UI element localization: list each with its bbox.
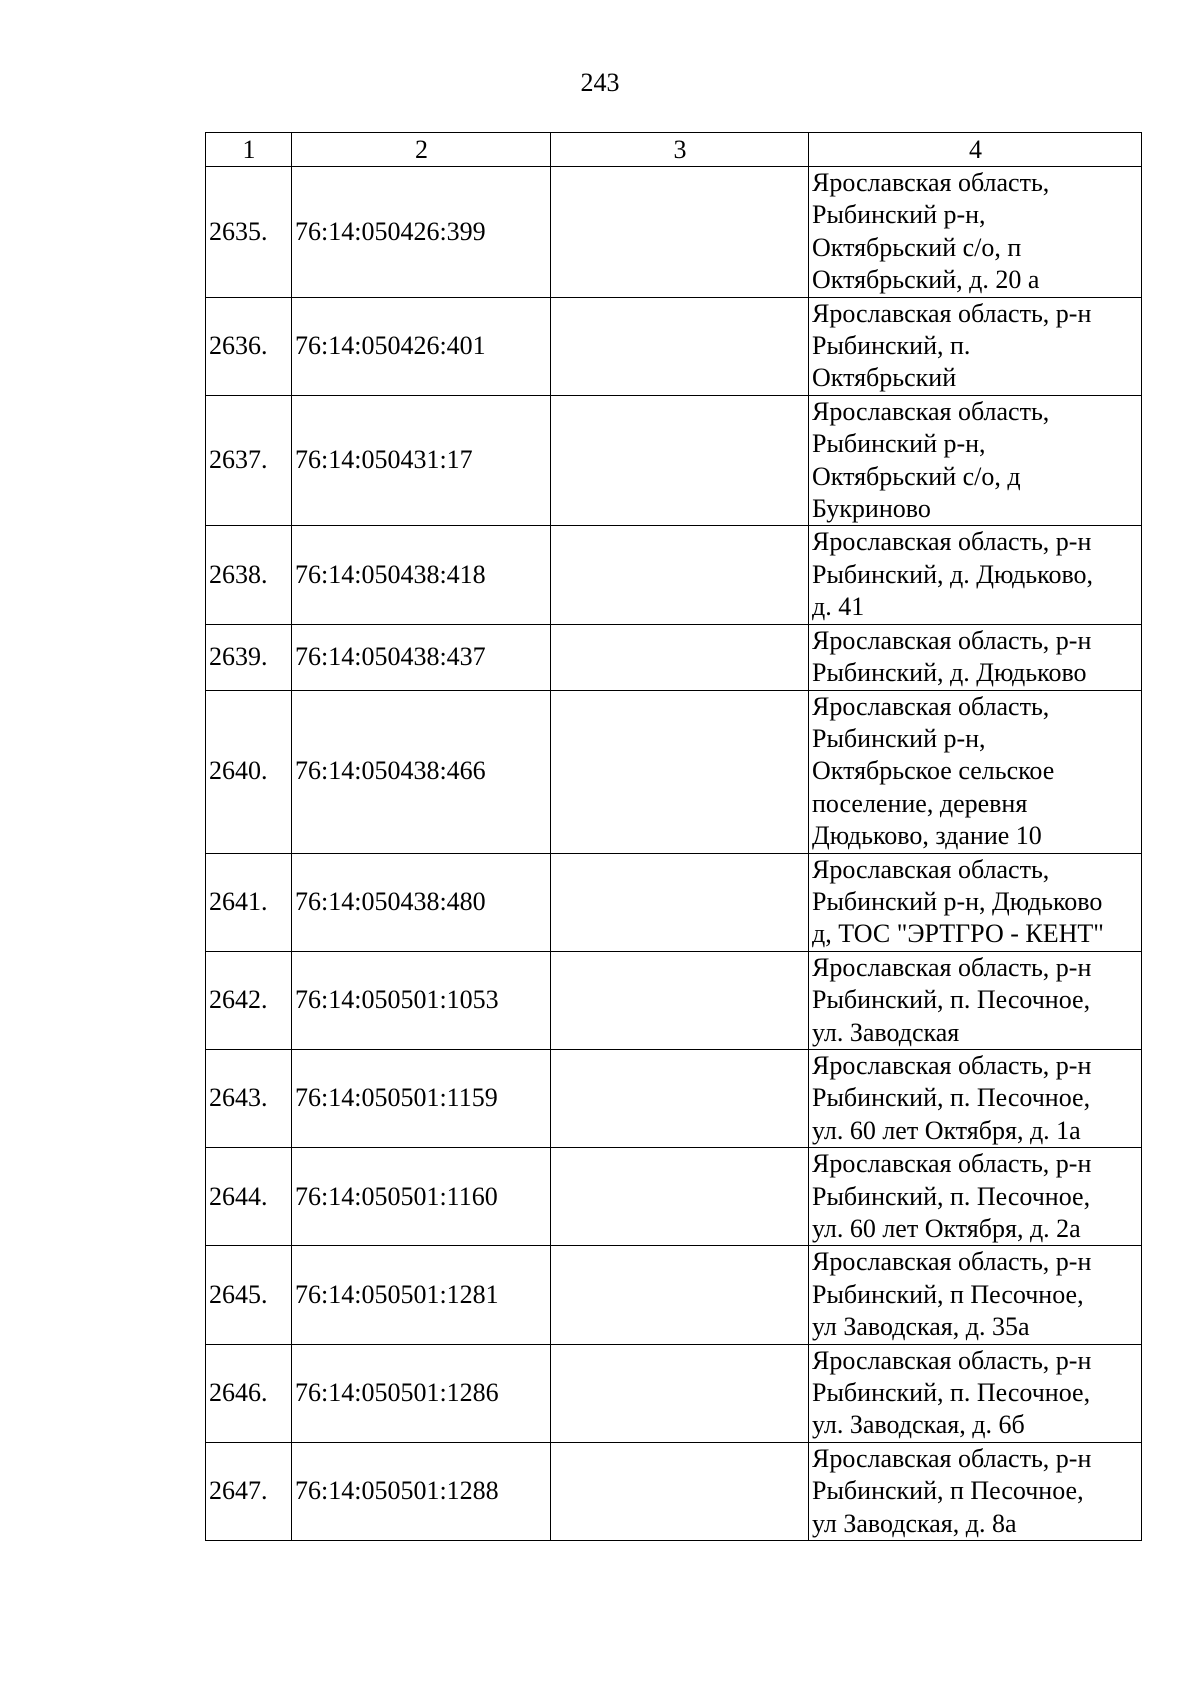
address-line: ул. 60 лет Октября, д. 2а (812, 1214, 1081, 1243)
table-row (206, 395, 1142, 526)
column-3-cell (551, 167, 809, 298)
cadastral-number: 76:14:050501:1281 (292, 1246, 551, 1344)
address-line: Ярославская область, (812, 168, 1050, 197)
table-header (206, 133, 1142, 167)
address-line: Октябрьский, д. 20 а (812, 265, 1040, 295)
row-number: 2642. (206, 951, 292, 1049)
address-line: Ярославская область, (812, 691, 1050, 721)
address-cell (809, 395, 1142, 526)
column-3-cell (551, 526, 809, 624)
table-body (206, 167, 1142, 1541)
address-line: Октябрьское сельское (812, 756, 1055, 786)
address-cell (809, 624, 1142, 690)
address-line: Рыбинский р-н, (812, 429, 986, 459)
address-line: Ярославская область, р-н (812, 625, 1092, 655)
address-line: Ярославская область, р-н (812, 1149, 1092, 1179)
column-3-cell (551, 1344, 809, 1442)
table-row (206, 167, 1142, 298)
address-cell (809, 853, 1142, 951)
address-line: Ярославская область, р-н (812, 527, 1092, 557)
address-line: ул. Заводская, д. 6б (812, 1410, 1025, 1440)
address-line: Ярославская область, р-н (812, 1443, 1092, 1473)
address-line: Ярославская область, (812, 396, 1050, 426)
address-line: Рыбинский р-н, (812, 723, 986, 753)
address-line: Октябрьский (812, 363, 957, 393)
row-number: 2639. (206, 624, 292, 690)
cadastral-number: 76:14:050501:1288 (292, 1442, 551, 1540)
address-line: Дюдьково, здание 10 (812, 821, 1042, 851)
address-line: ул. 60 лет Октября, д. 1а (812, 1115, 1081, 1145)
column-3-cell (551, 1246, 809, 1344)
address-line: Рыбинский, п. Песочное, (812, 1083, 1091, 1113)
address-line: Ярославская область, р-н (812, 1247, 1092, 1277)
column-3-cell (551, 1049, 809, 1147)
column-3-cell (551, 624, 809, 690)
address-line: ул Заводская, д. 8а (812, 1508, 1017, 1538)
page-number: 243 (580, 68, 620, 97)
header-col-2: 2 (292, 133, 551, 167)
address-line: Ярославская область, р-н (812, 1345, 1092, 1375)
address-line: Ярославская область, (812, 854, 1050, 884)
address-line: Рыбинский, п. Песочное, (812, 1181, 1091, 1211)
address-line: Рыбинский р-н, Дюдьково (812, 886, 1103, 916)
row-number: 2644. (206, 1148, 292, 1246)
address-cell (809, 297, 1142, 395)
table-row (206, 1049, 1142, 1147)
cadastral-number: 76:14:050426:401 (292, 297, 551, 395)
table-row (206, 526, 1142, 624)
address-line: Октябрьский с/о, д (812, 461, 1021, 491)
address-line: Ярославская область, р-н (812, 1050, 1092, 1080)
row-number: 2637. (206, 395, 292, 526)
address-line: Рыбинский, п. Песочное, (812, 1378, 1091, 1408)
column-3-cell (551, 853, 809, 951)
table-row (206, 853, 1142, 951)
cadastral-number: 76:14:050501:1053 (292, 951, 551, 1049)
address-line: Рыбинский, п Песочное, (812, 1476, 1084, 1506)
address-line: ул. Заводская (812, 1017, 960, 1047)
cadastral-number: 76:14:050426:399 (292, 167, 551, 298)
row-number: 2640. (206, 690, 292, 853)
address-line: поселение, деревня (812, 788, 1028, 818)
table-row (206, 690, 1142, 853)
row-number: 2647. (206, 1442, 292, 1540)
column-3-cell (551, 690, 809, 853)
table-row (206, 1246, 1142, 1344)
address-line: Ярославская область, р-н (812, 952, 1092, 982)
address-line: Рыбинский р-н, (812, 200, 986, 230)
row-number: 2645. (206, 1246, 292, 1344)
column-3-cell (551, 297, 809, 395)
table-row (206, 1442, 1142, 1540)
header-col-4: 4 (809, 133, 1142, 167)
address-line: Рыбинский, п. Песочное, (812, 985, 1091, 1015)
cadastral-number: 76:14:050501:1160 (292, 1148, 551, 1246)
address-cell (809, 1049, 1142, 1147)
cadastral-number: 76:14:050438:466 (292, 690, 551, 853)
address-cell (809, 1442, 1142, 1540)
row-number: 2636. (206, 297, 292, 395)
address-line: Рыбинский, д. Дюдьково (812, 658, 1087, 688)
registry-table (205, 132, 1142, 1541)
row-number: 2646. (206, 1344, 292, 1442)
address-cell (809, 951, 1142, 1049)
column-3-cell (551, 1148, 809, 1246)
address-cell (809, 167, 1142, 298)
address-cell (809, 1344, 1142, 1442)
address-cell (809, 1246, 1142, 1344)
address-line: Ярославская область, р-н (812, 298, 1092, 328)
table-row (206, 951, 1142, 1049)
table-row (206, 624, 1142, 690)
address-line: Октябрьский с/о, п (812, 232, 1022, 262)
column-3-cell (551, 395, 809, 526)
address-line: Рыбинский, п Песочное, (812, 1279, 1084, 1309)
cadastral-number: 76:14:050501:1286 (292, 1344, 551, 1442)
cadastral-number: 76:14:050501:1159 (292, 1049, 551, 1147)
row-number: 2643. (206, 1049, 292, 1147)
address-line: Букриново (812, 494, 931, 524)
row-number: 2641. (206, 853, 292, 951)
table-row (206, 1344, 1142, 1442)
address-cell (809, 1148, 1142, 1246)
column-3-cell (551, 1442, 809, 1540)
table-row (206, 297, 1142, 395)
header-col-3: 3 (551, 133, 809, 167)
address-cell (809, 526, 1142, 624)
address-line: д. 41 (812, 592, 865, 622)
address-cell (809, 690, 1142, 853)
row-number: 2635. (206, 167, 292, 298)
address-line: Рыбинский, д. Дюдьково, (812, 559, 1094, 589)
cadastral-number: 76:14:050438:480 (292, 853, 551, 951)
row-number: 2638. (206, 526, 292, 624)
address-line: ул Заводская, д. 35а (812, 1312, 1030, 1342)
cadastral-number: 76:14:050438:418 (292, 526, 551, 624)
header-col-1: 1 (206, 133, 292, 167)
address-line: Рыбинский, п. (812, 331, 971, 361)
header-row (206, 133, 1142, 167)
cadastral-number: 76:14:050438:437 (292, 624, 551, 690)
address-line: д, ТОС "ЭРТГРО - КЕНТ" (812, 919, 1104, 949)
column-3-cell (551, 951, 809, 1049)
table-row (206, 1148, 1142, 1246)
cadastral-number: 76:14:050431:17 (292, 395, 551, 526)
